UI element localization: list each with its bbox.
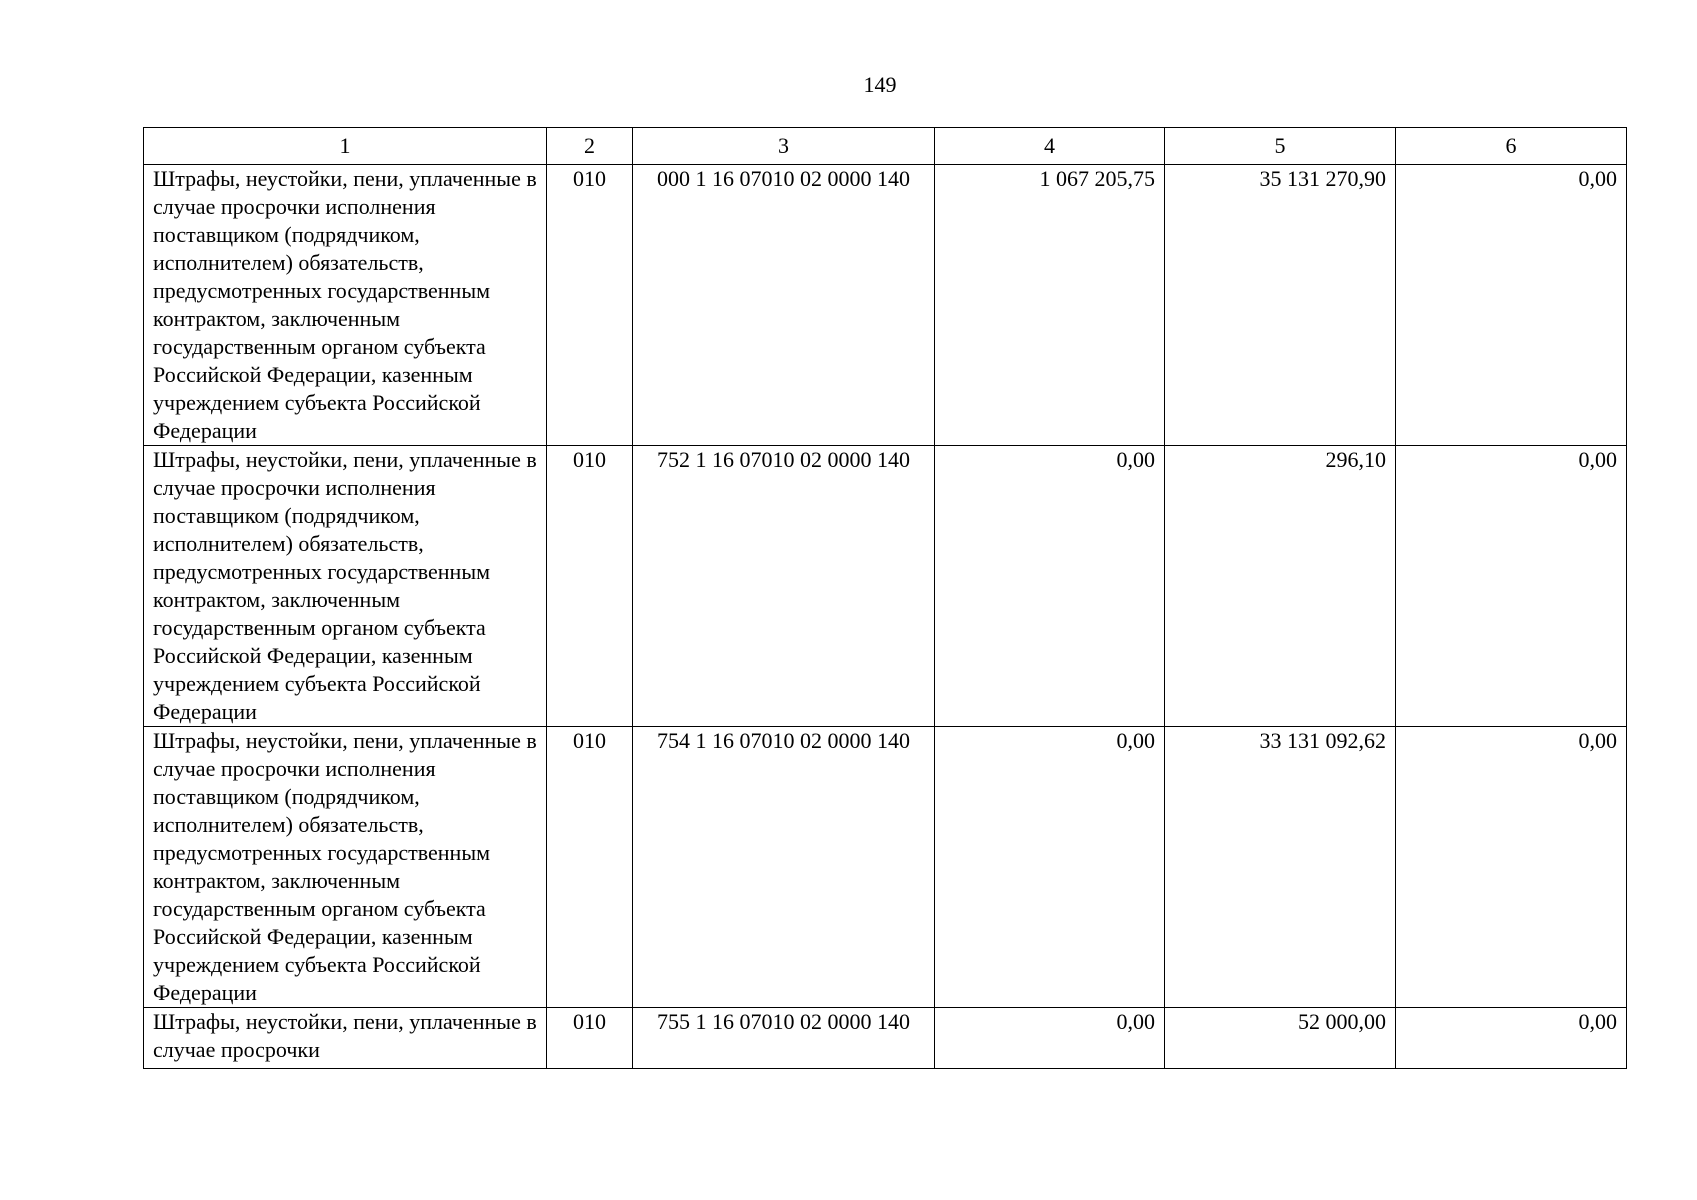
row-col6-cell: 0,00 (1396, 165, 1627, 446)
row-col6-cell: 0,00 (1396, 446, 1627, 727)
row-line-code-cell: 010 (547, 446, 633, 727)
row-col5-cell: 52 000,00 (1165, 1008, 1396, 1069)
row-line-code-cell: 010 (547, 1008, 633, 1069)
row-col5-cell: 296,10 (1165, 446, 1396, 727)
header-col-1: 1 (144, 128, 547, 165)
row-col5-cell: 35 131 270,90 (1165, 165, 1396, 446)
report-table (143, 127, 1627, 1069)
row-budget-code-cell: 754 1 16 07010 02 0000 140 (633, 727, 935, 1008)
row-name-cell: Штрафы, неустойки, пени, уплаченные в случае просрочки исполнения поставщиком (подрядчиком, исполнителем) обязательств, предусмотренных государственным контрактом, заключенным государственным органом субъекта Российской Федерации, казенным учреждением субъекта Российской Федерации (144, 446, 547, 727)
table-row (144, 1008, 1627, 1069)
header-col-4: 4 (935, 128, 1165, 165)
row-col4-cell: 0,00 (935, 446, 1165, 727)
table-row (144, 446, 1627, 727)
header-col-3: 3 (633, 128, 935, 165)
row-col5-cell: 33 131 092,62 (1165, 727, 1396, 1008)
header-col-5: 5 (1165, 128, 1396, 165)
row-col4-cell: 0,00 (935, 1008, 1165, 1069)
row-col4-cell: 1 067 205,75 (935, 165, 1165, 446)
row-line-code-cell: 010 (547, 727, 633, 1008)
header-row (144, 128, 1627, 165)
row-name-cell: Штрафы, неустойки, пени, уплаченные в случае просрочки исполнения поставщиком (подрядчиком, исполнителем) обязательств, предусмотренных государственным контрактом, заключенным государственным органом субъекта Российской Федерации, казенным учреждением субъекта Российской Федерации (144, 165, 547, 446)
header-col-6: 6 (1396, 128, 1627, 165)
row-col6-cell: 0,00 (1396, 727, 1627, 1008)
header-col-2: 2 (547, 128, 633, 165)
row-line-code-cell: 010 (547, 165, 633, 446)
row-col4-cell: 0,00 (935, 727, 1165, 1008)
row-name-cell: Штрафы, неустойки, пени, уплаченные в случае просрочки исполнения поставщиком (подрядчиком, исполнителем) обязательств, предусмотренных государственным контрактом, заключенным государственным органом субъекта Российской Федерации, казенным учреждением субъекта Российской Федерации (144, 727, 547, 1008)
row-budget-code-cell: 752 1 16 07010 02 0000 140 (633, 446, 935, 727)
table-row (144, 165, 1627, 446)
row-name-cell: Штрафы, неустойки, пени, уплаченные в случае просрочки (144, 1008, 547, 1069)
row-budget-code-cell: 755 1 16 07010 02 0000 140 (633, 1008, 935, 1069)
page-number: 149 (863, 72, 897, 97)
row-budget-code-cell: 000 1 16 07010 02 0000 140 (633, 165, 935, 446)
row-col6-cell: 0,00 (1396, 1008, 1627, 1069)
table-row (144, 727, 1627, 1008)
